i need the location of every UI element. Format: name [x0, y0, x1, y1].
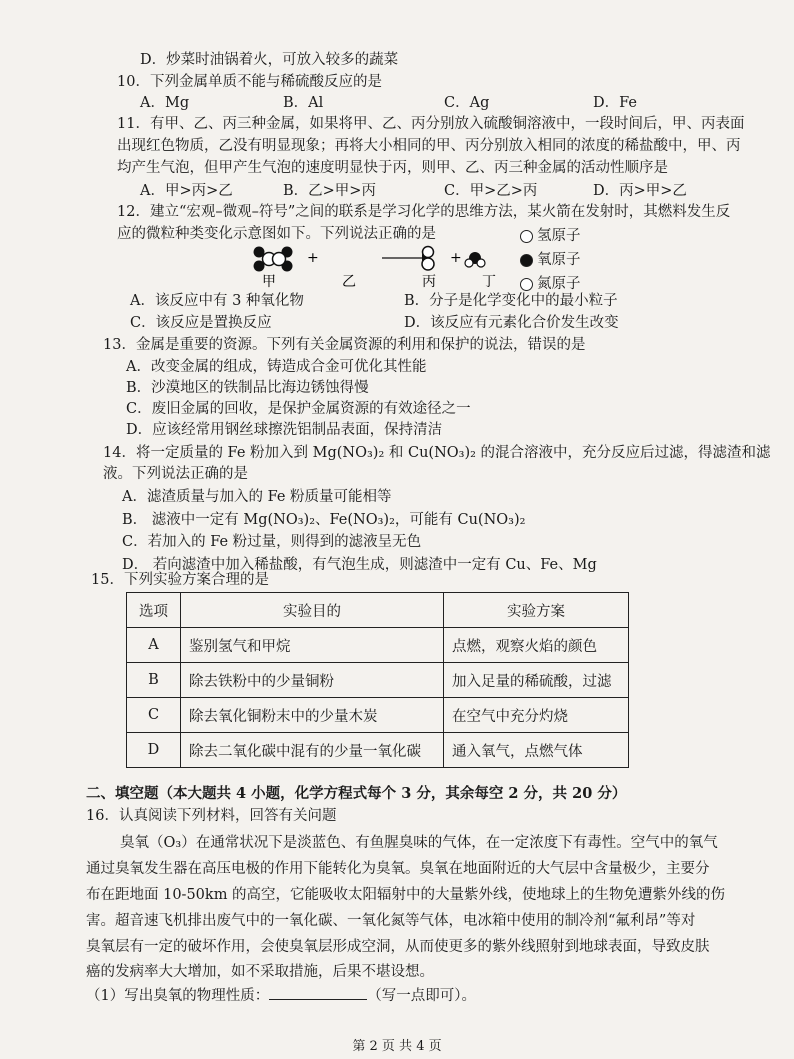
- q16-paragraph-line4: 害。超音速飞机排出废气中的一氧化碳、一氧化氮等气体，电冰箱中使用的制冷剂“氟利昂”等对: [86, 913, 696, 929]
- reaction-diagram: [250, 244, 540, 290]
- legend-nitrogen: 氮原子: [520, 272, 581, 296]
- q10-option-d: D．Fe: [593, 95, 637, 111]
- row-option: C: [127, 698, 181, 733]
- row-option: B: [127, 663, 181, 698]
- q10-option-c: C．Ag: [444, 95, 490, 111]
- hydrogen-atom-icon: [520, 230, 533, 243]
- q15-table: [126, 592, 629, 768]
- row-plan: 通入氧气，点燃气体: [444, 733, 629, 768]
- row-plan: 在空气中充分灼烧: [444, 698, 629, 733]
- q15-stem: 15．下列实验方案合理的是: [91, 572, 269, 588]
- q13-option-d: D．应该经常用钢丝球擦洗铝制品表面，保持清洁: [126, 422, 443, 438]
- q14-option-c: C．若加入的 Fe 粉过量，则得到的滤液呈无色: [122, 534, 422, 550]
- q10-option-a: A．Mg: [140, 95, 190, 111]
- table-row: [127, 698, 629, 733]
- q14-line2: 液。下列说法正确的是: [103, 466, 248, 482]
- plus-sign-2: +: [450, 250, 462, 266]
- molecule-jia: [254, 247, 293, 272]
- q12-option-b: B．分子是化学变化中的最小粒子: [404, 293, 618, 309]
- label-bing: 丙: [422, 274, 436, 290]
- q12-line1: 12．建立“宏观–微观–符号”之间的联系是学习化学的思维方法，某火箭在发射时，其燃料发生反: [117, 204, 731, 220]
- row-plan: 点燃，观察火焰的颜色: [444, 628, 629, 663]
- q14-option-d: D． 若向滤渣中加入稀盐酸，有气泡生成，则滤渣中一定有 Cu、Fe、Mg: [122, 557, 597, 573]
- q13-option-c: C．废旧金属的回收，是保护金属资源的有效途径之一: [126, 401, 471, 417]
- q16-paragraph-line1: 臭氧（O₃）在通常状况下是淡蓝色、有鱼腥臭味的气体，在一定浓度下有毒性。空气中的氧气: [120, 835, 718, 851]
- q16-stem: 16．认真阅读下列材料，回答有关问题: [86, 808, 337, 824]
- q16-sub1-prefix: （1）写出臭氧的物理性质：: [86, 988, 270, 1004]
- q10-option-b: B．Al: [283, 95, 324, 111]
- q16-paragraph-line6: 癌的发病率大大增加，如不采取措施，后果不堪设想。: [86, 964, 434, 980]
- q10-stem: 10．下列金属单质不能与稀硫酸反应的是: [117, 74, 382, 90]
- q12-option-d: D．该反应有元素化合价发生改变: [404, 315, 619, 331]
- q11-line2: 出现红色物质，乙没有明显现象；再将大小相同的甲、丙分别放入相同的浓度的稀盐酸中，甲、丙: [117, 138, 741, 154]
- oxygen-atom-icon: [520, 254, 533, 267]
- table-row: [127, 733, 629, 768]
- row-goal: 除去铁粉中的少量铜粉: [181, 663, 444, 698]
- header-option: 选项: [127, 593, 181, 628]
- row-plan: 加入足量的稀硫酸，过滤: [444, 663, 629, 698]
- q14-option-a: A．滤渣质量与加入的 Fe 粉质量可能相等: [122, 489, 392, 505]
- header-plan: 实验方案: [444, 593, 629, 628]
- q16-paragraph-line2: 通过臭氧发生器在高压电极的作用下能转化为臭氧。臭氧在地面附近的大气层中含量极少，主要分: [86, 861, 710, 877]
- q13-option-b: B．沙漠地区的铁制品比海边锈蚀得慢: [126, 380, 369, 396]
- q14-line1: 14．将一定质量的 Fe 粉加入到 Mg(NO₃)₂ 和 Cu(NO₃)₂ 的混合溶液中，充分反应后过滤，得滤渣和滤: [103, 445, 771, 461]
- q16-sub1-suffix: （写一点即可）。: [367, 988, 476, 1004]
- row-goal: 除去氧化铜粉末中的少量木炭: [181, 698, 444, 733]
- row-option: A: [127, 628, 181, 663]
- section2-title: 二、填空题（本大题共 4 小题，化学方程式每个 3 分，其余每空 2 分，共 20 分）: [86, 785, 627, 802]
- header-goal: 实验目的: [181, 593, 444, 628]
- plus-sign-1: +: [307, 250, 319, 266]
- molecule-ding: [465, 252, 485, 267]
- label-ding: 丁: [482, 274, 496, 290]
- table-row: [127, 628, 629, 663]
- label-yi: 乙: [342, 274, 356, 290]
- row-goal: 除去二氧化碳中混有的少量一氧化碳: [181, 733, 444, 768]
- legend-oxygen: 氧原子: [520, 248, 581, 272]
- q11-option-b: B．乙>甲>丙: [283, 183, 376, 199]
- q16-paragraph-line5: 臭氧层有一定的破坏作用，会使臭氧层形成空洞，从而使更多的紫外线照射到地球表面，导致皮肤: [86, 939, 710, 955]
- q11-option-a: A．甲>丙>乙: [140, 183, 233, 199]
- answer-blank[interactable]: [269, 985, 367, 1000]
- label-jia: 甲: [262, 274, 276, 290]
- legend-hydrogen: 氢原子: [520, 224, 581, 248]
- q11-line1: 11．有甲、乙、丙三种金属，如果将甲、乙、丙分别放入硫酸铜溶液中，一段时间后，甲、丙表面: [117, 116, 745, 132]
- nitrogen-atom-icon: [520, 278, 533, 291]
- q16-sub1: [86, 985, 476, 1006]
- q14-option-b: B． 滤液中一定有 Mg(NO₃)₂、Fe(NO₃)₂，可能有 Cu(NO₃)₂: [122, 512, 526, 528]
- q11-line3: 均产生气泡，但甲产生气泡的速度明显快于丙，则甲、乙、丙三种金属的活动性顺序是: [117, 160, 668, 176]
- q12-line2: 应的微粒种类变化示意图如下。下列说法正确的是: [117, 226, 436, 242]
- q16-paragraph-line3: 布在距地面 10-50km 的高空，它能吸收太阳辐射中的大量紫外线，使地球上的生物免遭紫外线的伤: [86, 887, 726, 903]
- q13-stem: 13．金属是重要的资源。下列有关金属资源的利用和保护的说法，错误的是: [103, 337, 586, 353]
- q9-option-d: D．炒菜时油锅着火，可放入较多的蔬菜: [140, 52, 399, 68]
- q11-option-d: D．丙>甲>乙: [593, 183, 687, 199]
- page-footer: 第 2 页 共 4 页: [352, 1039, 442, 1054]
- table-row: [127, 663, 629, 698]
- table-header-row: [127, 593, 629, 628]
- q13-option-a: A．改变金属的组成，铸造成合金可优化其性能: [126, 359, 427, 375]
- q12-option-a: A．该反应中有 3 种氧化物: [130, 293, 304, 309]
- q12-option-c: C．该反应是置换反应: [130, 315, 272, 331]
- row-goal: 鉴别氢气和甲烷: [181, 628, 444, 663]
- row-option: D: [127, 733, 181, 768]
- q11-option-c: C．甲>乙>丙: [444, 183, 538, 199]
- atom-legend: [520, 224, 581, 296]
